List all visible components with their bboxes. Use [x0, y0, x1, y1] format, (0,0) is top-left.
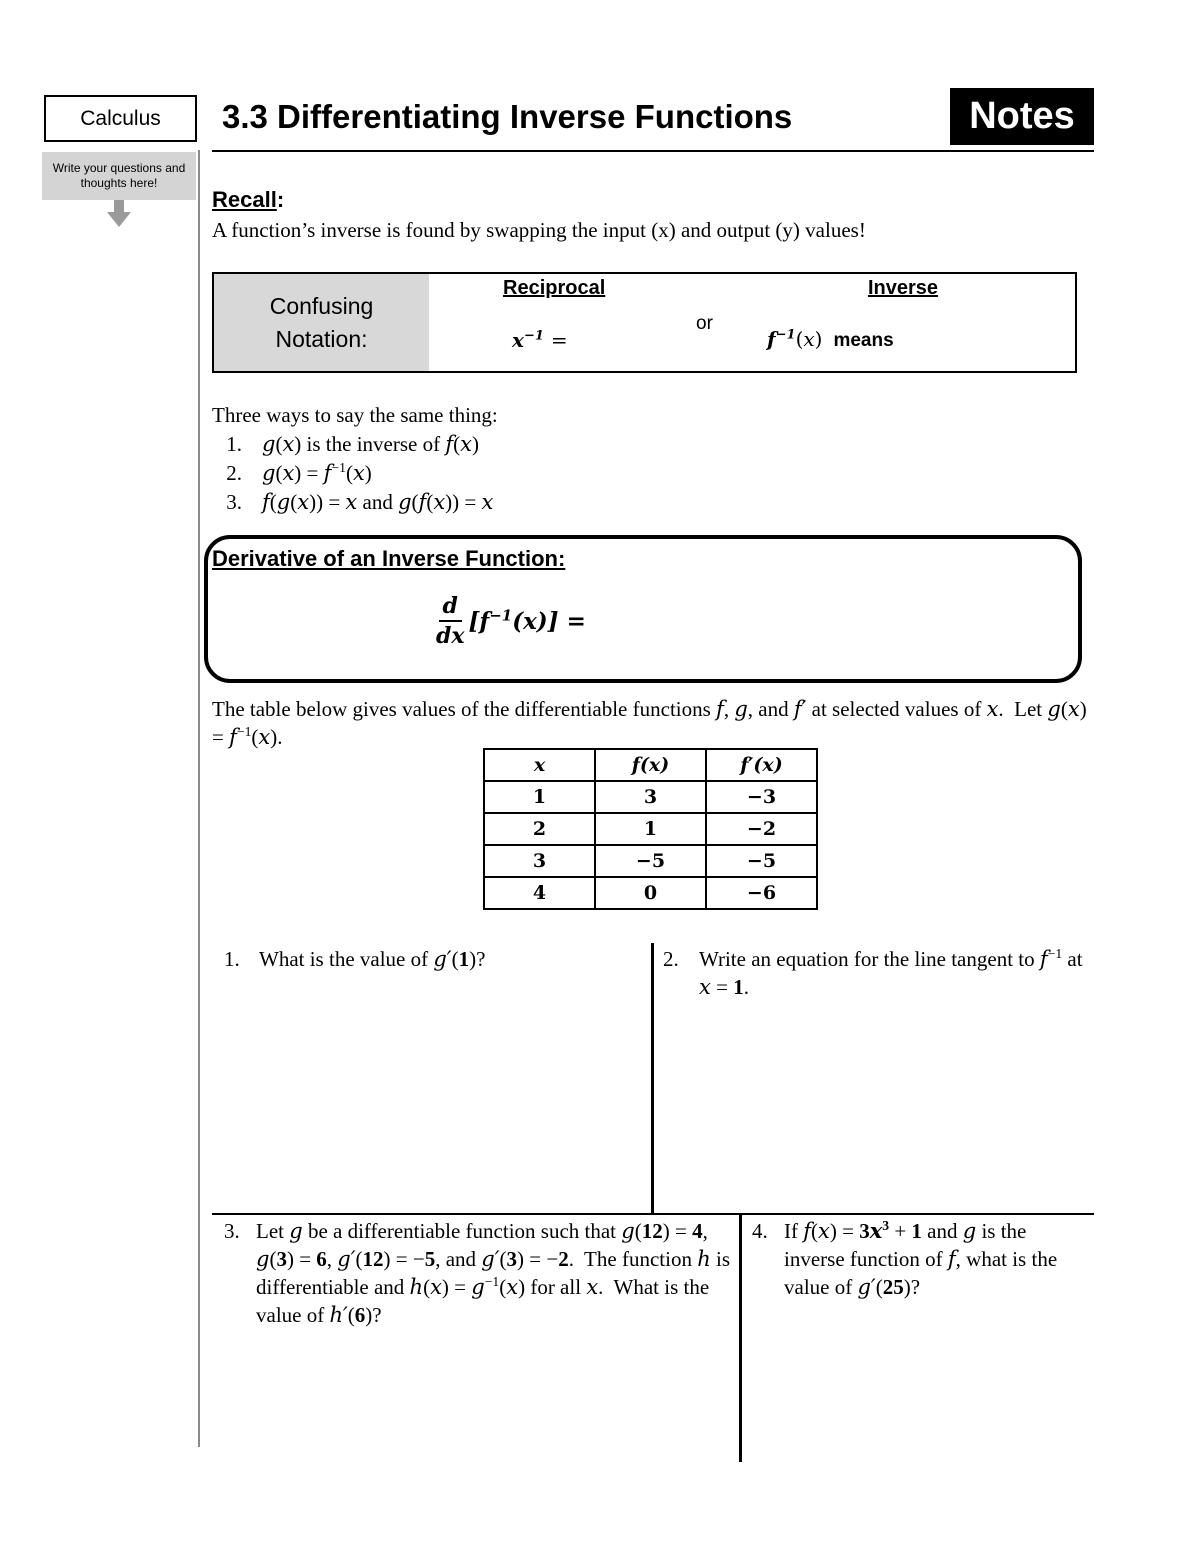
- recall-text: A function’s inverse is found by swapping the input (x) and output (y) values!: [212, 218, 866, 242]
- table-row: [484, 845, 817, 877]
- table-cell: −5: [595, 845, 706, 877]
- table-cell: 3: [595, 781, 706, 813]
- question-number: 4.: [752, 1219, 768, 1243]
- inverse-expression: $f^{-1}(x)$ means: [767, 327, 894, 351]
- reciprocal-expression: $x^{-1}$ =: [512, 328, 568, 352]
- derivative-formula: $\frac{d}{dx}$ $[f^{-1}(x)]$ =: [436, 593, 586, 649]
- table-cell: −3: [706, 781, 817, 813]
- notation-label-line1: Confusing: [269, 292, 374, 319]
- question-number: 3.: [224, 1219, 240, 1243]
- means-label: means: [833, 330, 894, 351]
- question-divider: [739, 1215, 742, 1462]
- table-intro: The table below gives values of the differentiable functions f, g, and f′ at selected values of x. Let $g(x) = f^{-1}(x)$.: [212, 697, 1087, 749]
- table-cell: 3: [484, 845, 595, 877]
- table-cell: −2: [706, 813, 817, 845]
- table-cell: 0: [595, 877, 706, 909]
- sidebar-hint: Write your questions and thoughts here!: [42, 152, 196, 200]
- derivative-heading: Derivative of an Inverse Function:: [212, 546, 566, 571]
- inverse-heading: Inverse: [868, 277, 939, 299]
- table-header-row: [484, 749, 817, 781]
- formula-denominator: dx: [436, 623, 465, 649]
- list-item: 3. f(g(x)) = x and g(f(x)) = x: [226, 490, 494, 514]
- table-cell: 1: [595, 813, 706, 845]
- list-item: 1. g(x) is the inverse of f(x): [226, 432, 479, 456]
- table-cell: −5: [706, 845, 817, 877]
- three-ways-list: [212, 401, 498, 517]
- course-label: Calculus: [44, 95, 197, 142]
- table-header: f′(x): [706, 749, 817, 781]
- recall-heading: Recall:: [212, 187, 285, 212]
- question-3: 3. Let g be a differentiable function such that g(12) = 4, g(3) = 6, g′(12) = −5, and g′(3) = −2. The function h is differentiable and $h(x) = g^{-1}(x)$ for all x. What is the value of h′(6)?: [224, 1219, 730, 1327]
- three-ways-intro: Three ways to say the same thing:: [212, 403, 498, 427]
- question-divider: [651, 943, 654, 1215]
- question-2: 2. Write an equation for the line tangent to $f^{-1}$ at x = 1.: [663, 946, 1083, 999]
- question-4: 4. If $f(x) = 3x^3 + 1$ and g is the inverse function of f, what is the value of g′(25)?: [752, 1218, 1058, 1299]
- down-arrow-icon: [105, 200, 133, 228]
- table-cell: 4: [484, 877, 595, 909]
- question-1: 1. What is the value of g′(1)?: [224, 947, 486, 971]
- table-row: [484, 877, 817, 909]
- notation-label: [214, 274, 429, 371]
- page-title: 3.3 Differentiating Inverse Functions: [222, 98, 793, 135]
- table-header: x: [484, 749, 595, 781]
- table-row: [484, 781, 817, 813]
- title-underline: [212, 150, 1094, 152]
- question-number: 1.: [224, 947, 240, 971]
- table-cell: 2: [484, 813, 595, 845]
- table-cell: −6: [706, 877, 817, 909]
- list-item: 2. $g(x) = f^{-1}(x)$: [226, 460, 372, 485]
- values-table: [483, 748, 818, 910]
- table-cell: 1: [484, 781, 595, 813]
- question-number: 2.: [663, 947, 679, 971]
- margin-rule: [198, 150, 200, 1447]
- notes-badge: Notes: [950, 88, 1094, 145]
- notation-label-line2: Notation:: [275, 325, 368, 352]
- question-divider: [212, 1213, 1094, 1215]
- or-label: or: [696, 313, 713, 334]
- table-row: [484, 813, 817, 845]
- table-header: f(x): [595, 749, 706, 781]
- formula-numerator: d: [439, 592, 462, 622]
- reciprocal-heading: Reciprocal: [503, 277, 606, 299]
